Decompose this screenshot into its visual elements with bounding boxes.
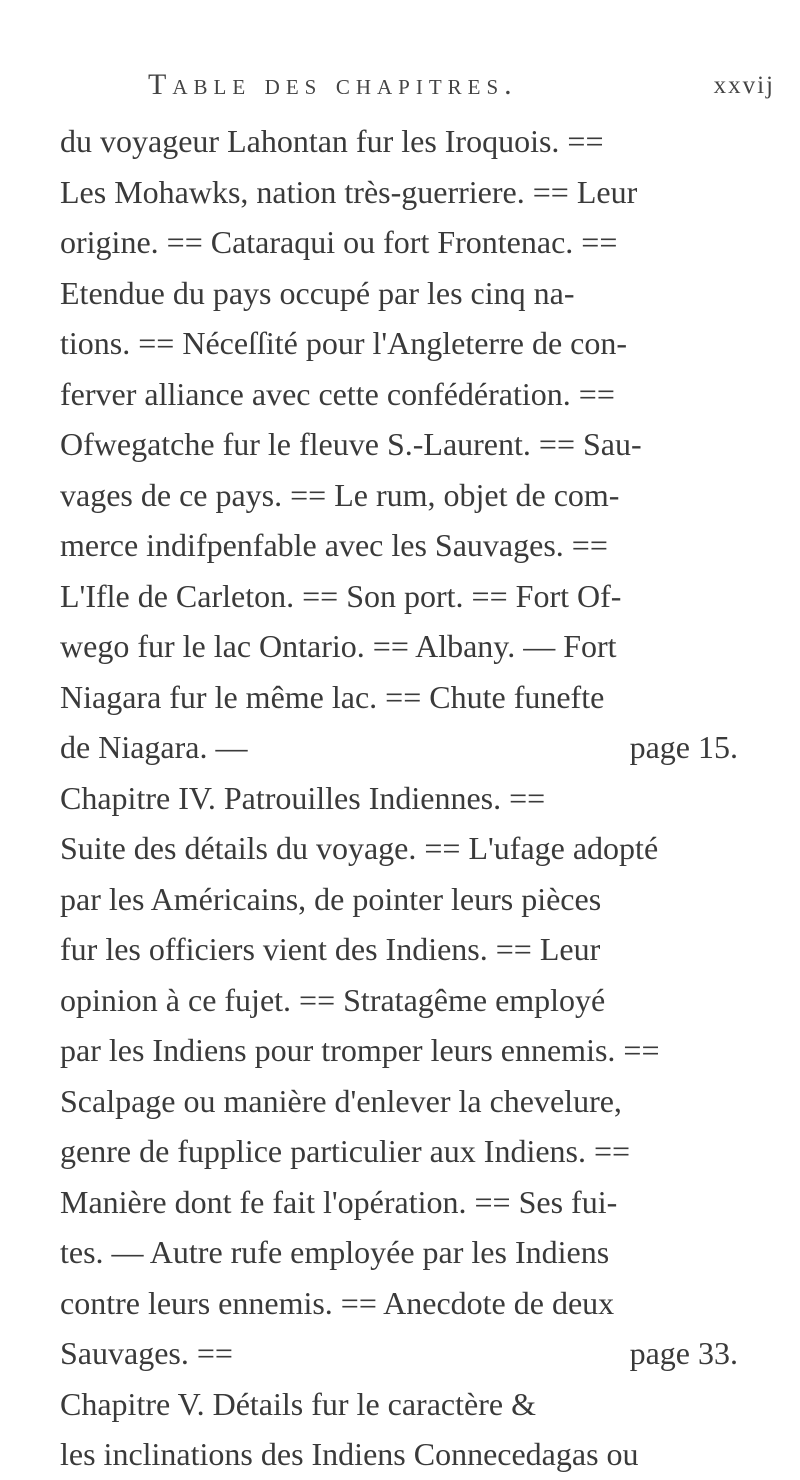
page-header — [110, 68, 775, 112]
text-line: genre de fupplice particulier aux Indiens. == — [60, 1133, 631, 1169]
text-line: tes. — Autre rufe employée par les Indiens — [60, 1234, 610, 1270]
page-reference: page 33. — [629, 1335, 738, 1371]
text-line: ferver alliance avec cette confédération. == — [60, 375, 615, 412]
text-line: origine. == Cataraqui ou fort Frontenac. == — [60, 224, 618, 260]
text-line: Les Mohawks, nation très-guerriere. == Leur — [60, 173, 638, 210]
chapter-heading-line: Chapitre IV. Patrouilles Indiennes. == — [60, 779, 546, 816]
text-line: merce indifpenfable avec les Sauvages. == — [60, 527, 608, 563]
chapter-heading-line: Chapitre V. Détails fur le caractère & — [60, 1385, 536, 1422]
text-line: tions. == Néceſſité pour l'Angleterre de con- — [60, 325, 627, 361]
text-line: par les Américains, de pointer leurs pièces — [60, 880, 602, 917]
text-line: Scalpage ou manière d'enlever la chevelure, — [60, 1082, 622, 1119]
running-title: Table des chapitres. — [148, 68, 518, 101]
text-line: Niagara fur le même lac. == Chute funefte — [60, 678, 605, 715]
text-line: Suite des détails du voyage. == L'ufage adopté — [60, 830, 659, 866]
page-reference: page 15. — [629, 729, 738, 765]
text-line: fur les officiers vient des Indiens. == Leur — [60, 931, 601, 967]
text-line: de Niagara. — page 15. — [60, 722, 778, 773]
text-line: les inclinations des Indiens Connecedagas ou — [60, 1436, 639, 1472]
text-line: Sauvages. == page 33. — [60, 1328, 778, 1379]
table-of-contents-text — [60, 116, 778, 1480]
text-line: opinion à ce fujet. == Stratagême employé — [60, 981, 606, 1018]
page-number: xxvij — [713, 72, 775, 99]
text-line: Ofwegatche fur le fleuve S.-Laurent. == Sau- — [60, 426, 642, 462]
text-line: L'Ifle de Carleton. == Son port. == Fort Of- — [60, 577, 622, 614]
text-line: du voyageur Lahontan fur les Iroquois. == — [60, 123, 604, 159]
text-line: Manière dont fe fait l'opération. == Ses fui- — [60, 1183, 618, 1220]
text-line: wego fur le lac Ontario. == Albany. — Fort — [60, 628, 617, 664]
text-line: vages de ce pays. == Le rum, objet de com- — [60, 476, 620, 513]
text-line: par les Indiens pour tromper leurs ennemis. == — [60, 1032, 660, 1068]
text-line: contre leurs ennemis. == Anecdote de deux — [60, 1284, 615, 1321]
text-line: Etendue du pays occupé par les cinq na- — [60, 274, 575, 311]
